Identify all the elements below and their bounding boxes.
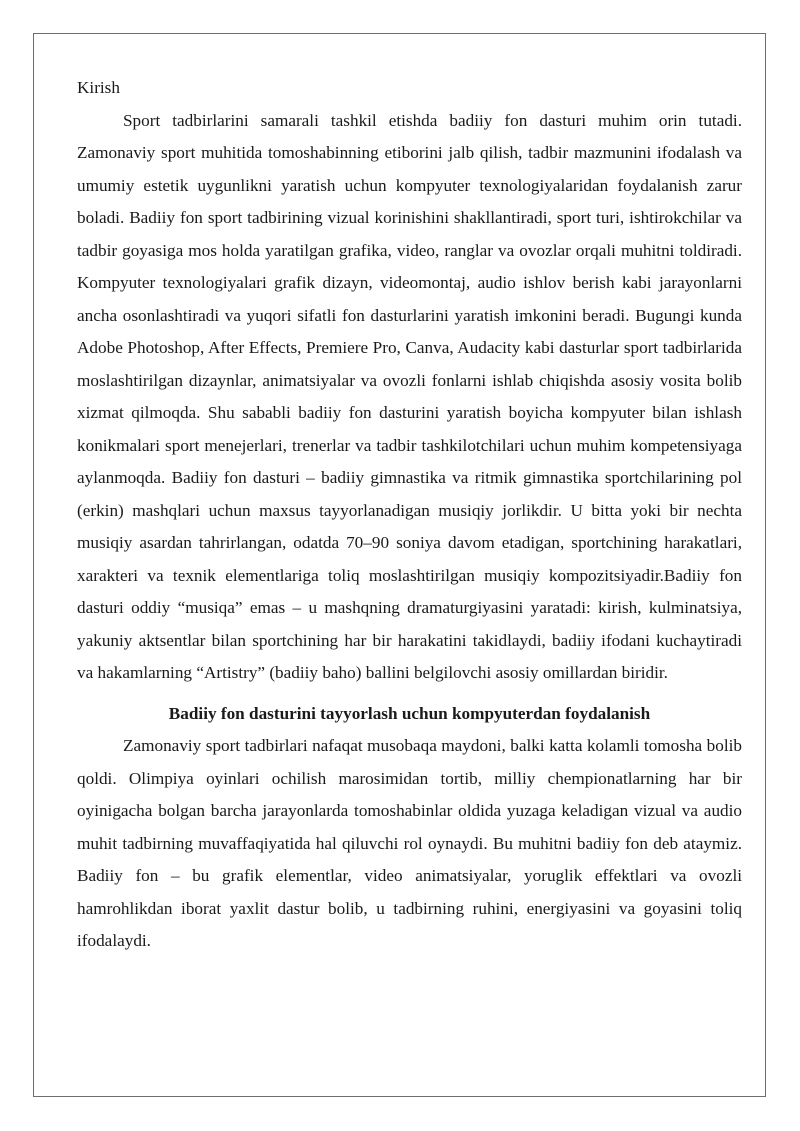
intro-heading: Kirish <box>77 78 120 97</box>
intro-paragraph: Sport tadbirlarini samarali tashkil etishda badiiy fon dasturi muhim orin tutadi. Zamonaviy sport muhitida tomoshabinning etiborini jalb qilish, tadbir mazmunini ifodalash va umumiy estetik uygunlikni yaratish uchun kompyuter texnologiyalaridan foydalanish zarur boladi. Badiiy fon sport tadbirining vizual korinishini shakllantiradi, sport turi, ishtirokchilar va tadbir goyasiga mos holda yaratilgan grafika, video, ranglar va ovozlar orqali muhitni toldiradi. Kompyuter texnologiyalari grafik dizayn, videomontaj, audio ishlov berish kabi jarayonlarni ancha osonlashtiradi va yuqori sifatli fon dasturlarini yaratish imkonini beradi. Bugungi kunda Adobe Photoshop, After Effects, Premiere Pro, Canva, Audacity kabi dasturlar sport tadbirlarida moslashtirilgan dizaynlar, animatsiyalar va ovozli fonlarni ishlab chiqishda asosiy vosita bolib xizmat qilmoqda. Shu sababli badiiy fon dasturini yaratish boyicha kompyuter bilan ishlash konikmalari sport menejerlari, trenerlar va tadbir tashkilotchilari uchun muhim kompetensiyaga aylanmoqda. Badiiy fon dasturi – badiiy gimnastika va ritmik gimnastika sportchilarining pol (erkin) mashqlari uchun maxsus tayyorlanadigan musiqiy jorlikdir. U bitta yoki bir nechta musiqiy asardan tahrirlangan, odatda 70–90 soniya davom etadigan, sportchining harakatlari, xarakteri va texnik elementlariga toliq moslashtirilgan musiqiy kompozitsiyadir.Badiiy fon dasturi oddiy “musiqa” emas – u mashqning dramaturgiyasini yaratadi: kirish, kulminatsiya, yakuniy aktsentlar bilan sportchining har bir harakatini takidlaydi, badiiy ifodani kuchaytiradi va hakamlarning “Artistry” (badiiy baho) ballini belgilovchi asosiy omillardan biridir. <box>77 110 742 682</box>
document-body <box>77 72 742 958</box>
section-heading: Badiiy fon dasturini tayyorlash uchun kompyuterdan foydalanish <box>168 703 651 723</box>
section-paragraph: Zamonaviy sport tadbirlari nafaqat musobaqa maydoni, balki katta kolamli tomosha bolib qoldi. Olimpiya oyinlari ochilish marosimidan tortib, milliy chempionatlarning har bir oyinigacha bolgan barcha jarayonlarda tomoshabinlar oldida yuzaga keladigan vizual va audio muhit tadbirning muvaffaqiyatida hal qiluvchi rol oynaydi. Bu muhitni badiiy fon deb ataymiz. Badiiy fon – bu grafik elementlar, video animatsiyalar, yoruglik effektlari va ovozli hamrohlikdan iborat yaxlit dastur bolib, u tadbirning ruhini, energiyasini va goyasini toliq ifodalaydi. <box>77 736 742 950</box>
